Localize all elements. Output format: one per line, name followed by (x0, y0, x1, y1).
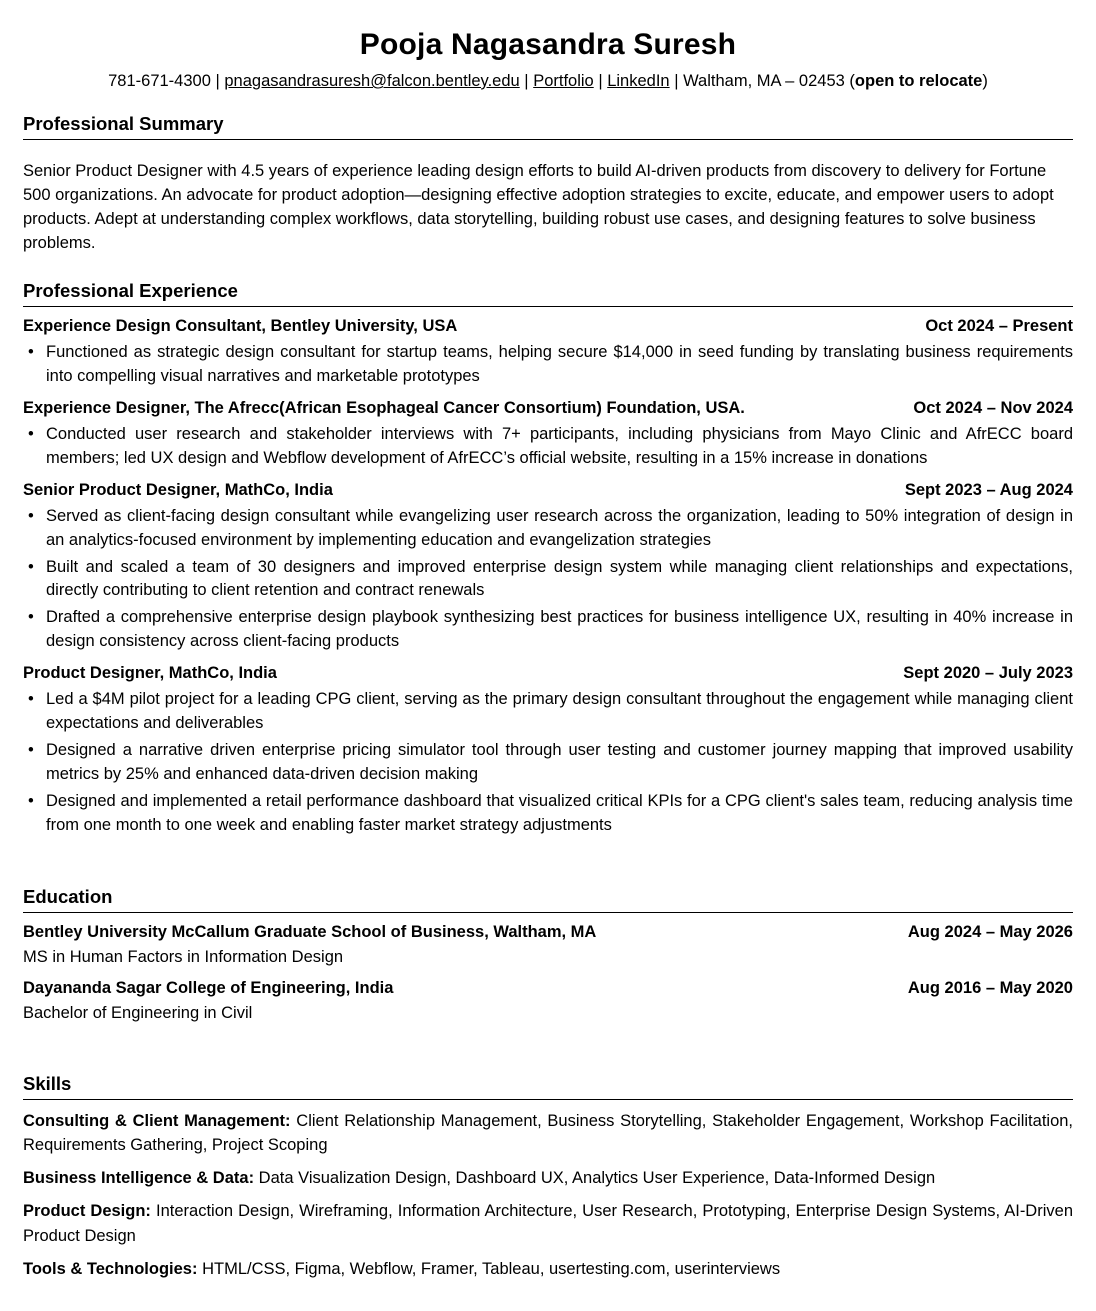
section-professional-experience (23, 280, 1073, 838)
summary-heading: Professional Summary (23, 113, 1073, 140)
school-name: Bentley University McCallum Graduate School of Business, Waltham, MA (23, 922, 597, 941)
degree-text: MS in Human Factors in Information Design (23, 947, 344, 966)
bullet-item (23, 739, 1073, 787)
bullet-text: Conducted user research and stakeholder interviews with 7+ participants, including physicians from Mayo Clinic and AfrECC board members; led UX design and Webflow development of AfrECC’s official website, resulting in a 15% increase in donations (46, 424, 1073, 467)
skill-category: Product Design: (23, 1202, 151, 1221)
skill-line-consulting (23, 1109, 1073, 1157)
bullet-item (23, 505, 1073, 553)
section-professional-summary (23, 113, 1073, 256)
contact-line (23, 72, 1073, 91)
divider: | (215, 72, 220, 90)
summary-text: Senior Product Designer with 4.5 years of experience leading design efforts to build AI-driven products from discovery to delivery for Fortune 500 organizations. An advocate for product adoption—designing effective adoption strategies to excite, educate, and empower users to adopt products. Adept at understanding complex workflows, data storytelling, building robust use cases, and designing features to solve business problems. (23, 162, 1054, 252)
job-role: Experience Designer, The Afrecc(African Esophageal Cancer Consortium) Foundation, USA. (23, 398, 745, 417)
bullet-text: Designed a narrative driven enterprise pricing simulator tool through user testing and customer journey mapping that improved usability metrics by 25% and enhanced data-driven decision making (46, 741, 1073, 784)
job-role: Product Designer, MathCo, India (23, 664, 277, 683)
job-dates: Oct 2024 – Nov 2024 (913, 398, 1073, 417)
experience-heading: Professional Experience (23, 280, 1073, 307)
job-header-mathco-product (23, 662, 1073, 685)
skill-line-tools (23, 1257, 1073, 1281)
bullet-marker: • (28, 557, 34, 576)
education-heading: Education (23, 886, 1073, 913)
section-skills (23, 1073, 1073, 1280)
school-dates: Aug 2024 – May 2026 (907, 922, 1073, 941)
bullet-marker: • (28, 608, 34, 627)
divider: | (598, 72, 603, 90)
job-header-bentley (23, 315, 1073, 338)
divider: | (524, 72, 529, 90)
education-row-bentley (23, 921, 1073, 944)
skill-line-product-design (23, 1199, 1073, 1247)
bullet-text: Designed and implemented a retail performance dashboard that visualized critical KPIs for a CPG client's sales team, reducing analysis time from one month to one week and enabling faster market strategy adjustments (46, 791, 1073, 834)
open-paren: ( (849, 72, 855, 90)
job-role: Experience Design Consultant, Bentley University, USA (23, 316, 458, 335)
relocate-note: open to relocate (854, 72, 983, 90)
bullet-marker: • (28, 342, 34, 361)
job-header-afrecc (23, 397, 1073, 420)
skill-list: Data Visualization Design, Dashboard UX, Analytics User Experience, Data-Informed Design (258, 1169, 936, 1188)
education-row-dayananda (23, 977, 1073, 1000)
school-dates: Aug 2016 – May 2020 (907, 979, 1073, 997)
bullet-text: Served as client-facing design consultant while evangelizing user research across the organization, leading to 50% integration of design in an analytics-focused environment by implementing education and evangelization strategies (46, 506, 1073, 549)
bullet-marker: • (28, 506, 34, 525)
relocate-note-wrap (849, 72, 987, 90)
divider: | (674, 72, 679, 90)
phone-number: 781-671-4300 (108, 72, 211, 90)
job-dates: Sept 2020 – July 2023 (903, 664, 1073, 683)
bullet-item (23, 423, 1073, 471)
bullet-item (23, 606, 1073, 654)
bullet-marker: • (28, 690, 34, 709)
skill-category: Tools & Technologies: (23, 1259, 198, 1278)
school-name: Dayananda Sagar College of Engineering, India (23, 979, 394, 997)
portfolio-link[interactable]: Portfolio (533, 72, 594, 90)
job-dates: Sept 2023 – Aug 2024 (904, 480, 1073, 499)
email-link[interactable]: pnagasandrasuresh@falcon.bentley.edu (224, 72, 520, 90)
bullet-item (23, 790, 1073, 838)
bullet-marker: • (28, 741, 34, 760)
bullet-text: Led a $4M pilot project for a leading CPG client, serving as the primary design consultant throughout the engagement while managing client expectations and deliverables (46, 690, 1073, 733)
section-education (23, 886, 1073, 1025)
bullet-text: Built and scaled a team of 30 designers and improved enterprise design system while managing client relationships and expectations, directly contributing to client retention and contract renewals (46, 557, 1073, 600)
skill-list: HTML/CSS, Figma, Webflow, Framer, Tableau, usertesting.com, userinterviews (202, 1259, 781, 1278)
bullet-item (23, 556, 1073, 604)
bullet-item (23, 341, 1073, 389)
skill-category: Business Intelligence & Data: (23, 1169, 255, 1188)
bullet-item (23, 688, 1073, 736)
candidate-name: Pooja Nagasandra Suresh (359, 28, 737, 61)
skill-list: Interaction Design, Wireframing, Information Architecture, User Research, Prototyping, Enterprise Design Systems, AI-Driven Product Design (23, 1202, 1073, 1245)
job-role: Senior Product Designer, MathCo, India (23, 480, 333, 499)
bullet-marker: • (28, 424, 34, 443)
bullet-marker: • (28, 791, 34, 810)
location-text: Waltham, MA – 02453 (683, 72, 845, 90)
bullet-text: Drafted a comprehensive enterprise design playbook synthesizing best practices for business intelligence UX, resulting in 40% increase in design consistency across client-facing products (46, 608, 1073, 651)
job-header-mathco-senior (23, 479, 1073, 502)
skill-category: Consulting & Client Management: (23, 1112, 291, 1131)
skill-line-bi-data (23, 1166, 1073, 1190)
degree-text: Bachelor of Engineering in Civil (23, 1004, 253, 1023)
linkedin-link[interactable]: LinkedIn (607, 72, 670, 90)
job-dates: Oct 2024 – Present (925, 316, 1073, 335)
skills-heading: Skills (23, 1073, 1073, 1100)
skill-list: Client Relationship Management, Business Storytelling, Stakeholder Engagement, Workshop Facilitation, Requirements Gathering, Project Scoping (23, 1112, 1074, 1155)
bullet-text: Functioned as strategic design consultant for startup teams, helping secure $14,000 in seed funding by translating business requirements into compelling visual narratives and marketable prototypes (46, 342, 1073, 385)
close-paren: ) (982, 72, 988, 90)
